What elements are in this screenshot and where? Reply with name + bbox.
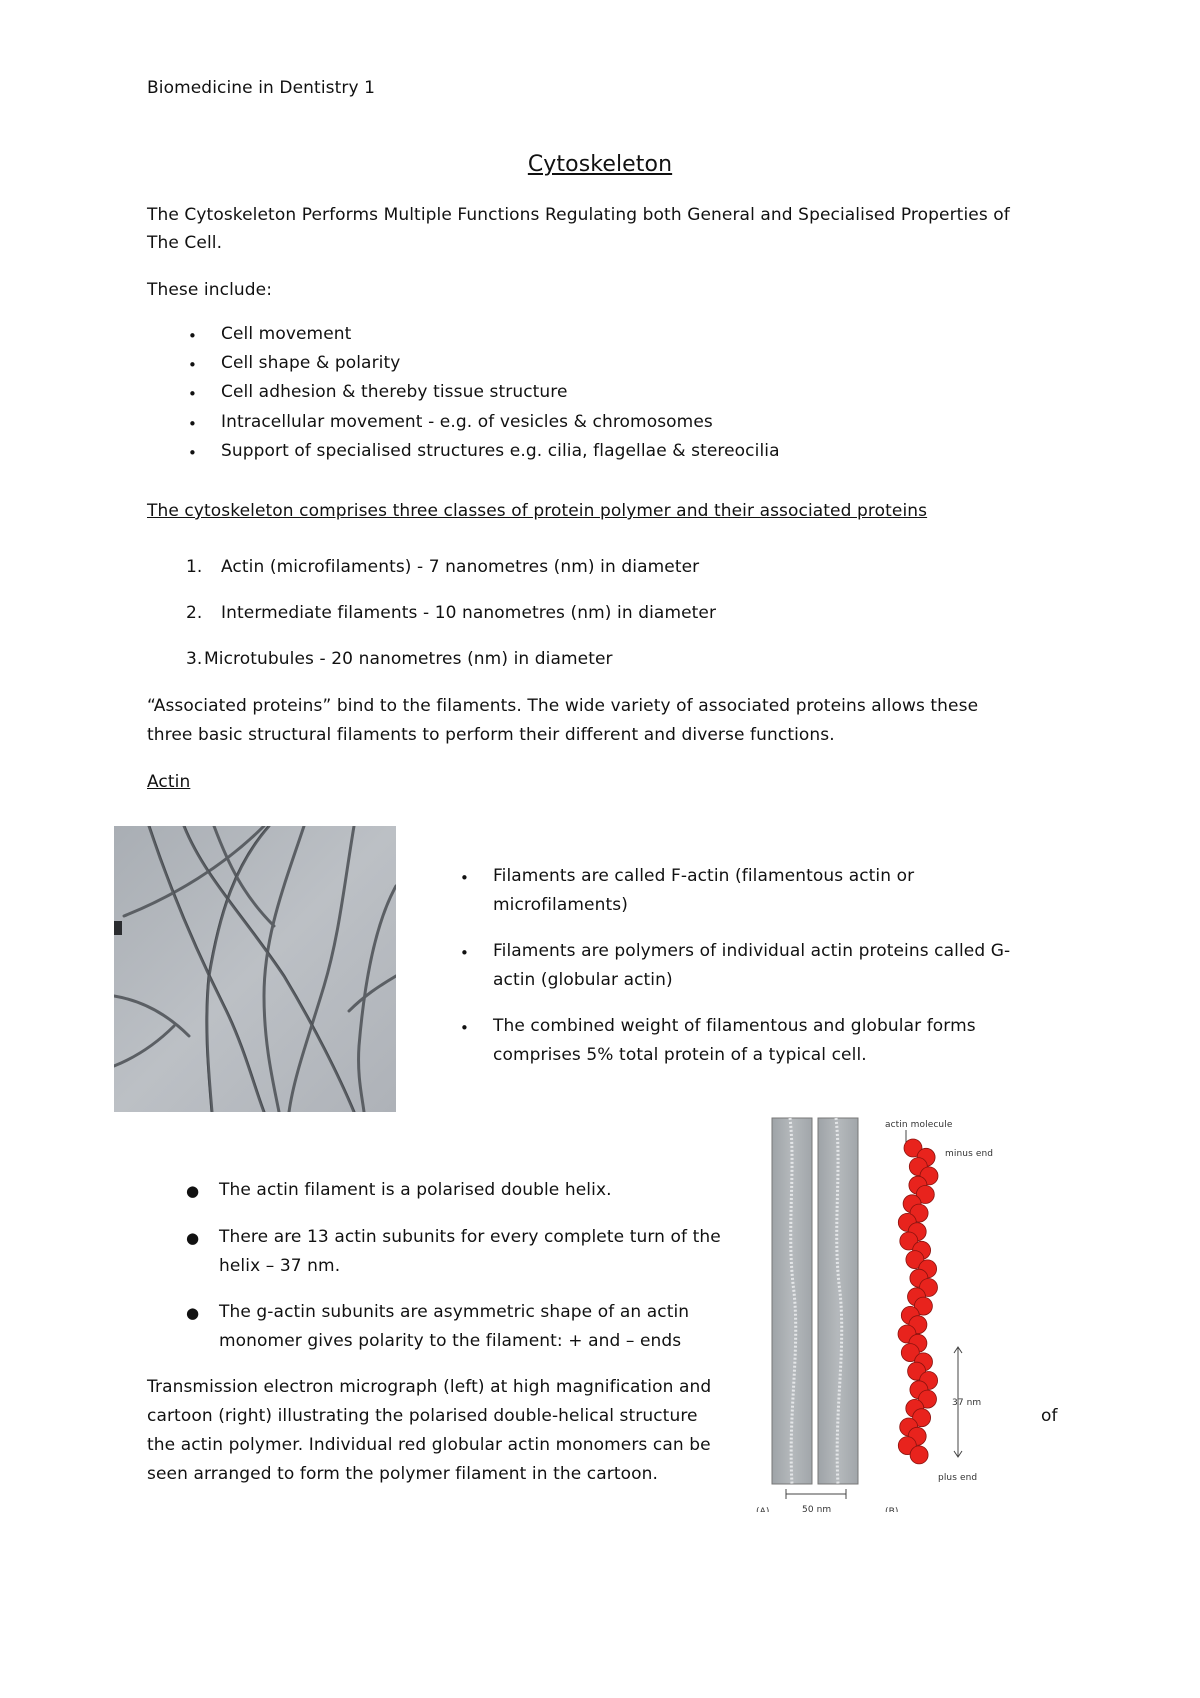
list-item: Cell movement (221, 324, 352, 344)
label-actin-molecule: actin molecule (885, 1120, 953, 1130)
class-item: Actin (microfilaments) - 7 nanometres (nm) in diameter (221, 557, 700, 577)
caption-line-2: cartoon (right) illustrating the polarised double-helical structure (147, 1406, 698, 1426)
label-b: (B) (885, 1507, 899, 1512)
actin-helix-figure (750, 1112, 1040, 1512)
list-item-cont: monomer gives polarity to the filament: + and – ends (219, 1331, 682, 1351)
course-header: Biomedicine in Dentistry 1 (147, 78, 376, 98)
associated-line-1: “Associated proteins” bind to the filaments. The wide variety of associated proteins allows these (147, 696, 979, 716)
bullet-icon: ● (186, 1182, 200, 1200)
list-item-cont: comprises 5% total protein of a typical cell. (493, 1045, 867, 1065)
page-title: Cytoskeleton (527, 152, 673, 177)
these-include: These include: (147, 280, 273, 300)
actin-monomer-chain (898, 1139, 938, 1464)
class-number: 2. (186, 603, 203, 623)
bullet-icon: • (188, 415, 197, 433)
actin-micrograph (114, 826, 396, 1112)
list-item: The actin filament is a polarised double helix. (219, 1180, 612, 1200)
list-item-cont: actin (globular actin) (493, 970, 673, 990)
bullet-icon: • (188, 356, 197, 374)
bullet-icon: • (188, 385, 197, 403)
bullet-icon: • (460, 944, 469, 962)
caption-line-1: Transmission electron micrograph (left) at high magnification and (147, 1377, 712, 1397)
bullet-icon: • (460, 869, 469, 887)
class-number: 1. (186, 557, 203, 577)
intro-line-1: The Cytoskeleton Performs Multiple Functions Regulating both General and Specialised Properties of (147, 205, 1010, 225)
list-item: Intracellular movement - e.g. of vesicles & chromosomes (221, 412, 713, 432)
bullet-icon: ● (186, 1229, 200, 1247)
list-item: Cell shape & polarity (221, 353, 401, 373)
caption-line-3: the actin polymer. Individual red globular actin monomers can be (147, 1435, 711, 1455)
label-plus-end: plus end (938, 1473, 978, 1483)
bullet-icon: • (188, 327, 197, 345)
intro-line-2: The Cell. (147, 233, 223, 253)
list-item: Support of specialised structures e.g. cilia, flagellae & stereocilia (221, 441, 780, 461)
list-item: The combined weight of filamentous and globular forms (493, 1016, 976, 1036)
class-number: 3. (186, 649, 203, 669)
associated-line-2: three basic structural filaments to perform their different and diverse functions. (147, 725, 835, 745)
list-item-cont: microfilaments) (493, 895, 628, 915)
caption-line-4: seen arranged to form the polymer filament in the cartoon. (147, 1464, 659, 1484)
bullet-icon: ● (186, 1304, 200, 1322)
list-item: Filaments are polymers of individual actin proteins called G- (493, 941, 1011, 961)
label-37nm: 37 nm (952, 1398, 982, 1408)
actin-heading: Actin (147, 772, 191, 792)
class-item: Intermediate filaments - 10 nanometres (nm) in diameter (221, 603, 717, 623)
label-a: (A) (756, 1507, 770, 1512)
classes-heading: The cytoskeleton comprises three classes of protein polymer and their associated proteins (147, 501, 928, 521)
label-minus-end: minus end (945, 1149, 994, 1159)
list-item: Cell adhesion & thereby tissue structure (221, 382, 568, 402)
bullet-icon: • (188, 444, 197, 462)
list-item: There are 13 actin subunits for every complete turn of the (219, 1227, 721, 1247)
class-item: Microtubules - 20 nanometres (nm) in diameter (204, 649, 613, 669)
actin-monomer (910, 1446, 928, 1464)
label-50nm: 50 nm (802, 1505, 832, 1512)
list-item: Filaments are called F-actin (filamentous actin or (493, 866, 915, 886)
list-item-cont: helix – 37 nm. (219, 1256, 341, 1276)
list-item: The g-actin subunits are asymmetric shape of an actin (219, 1302, 690, 1322)
bullet-icon: • (460, 1019, 469, 1037)
caption-of: of (1041, 1406, 1058, 1426)
